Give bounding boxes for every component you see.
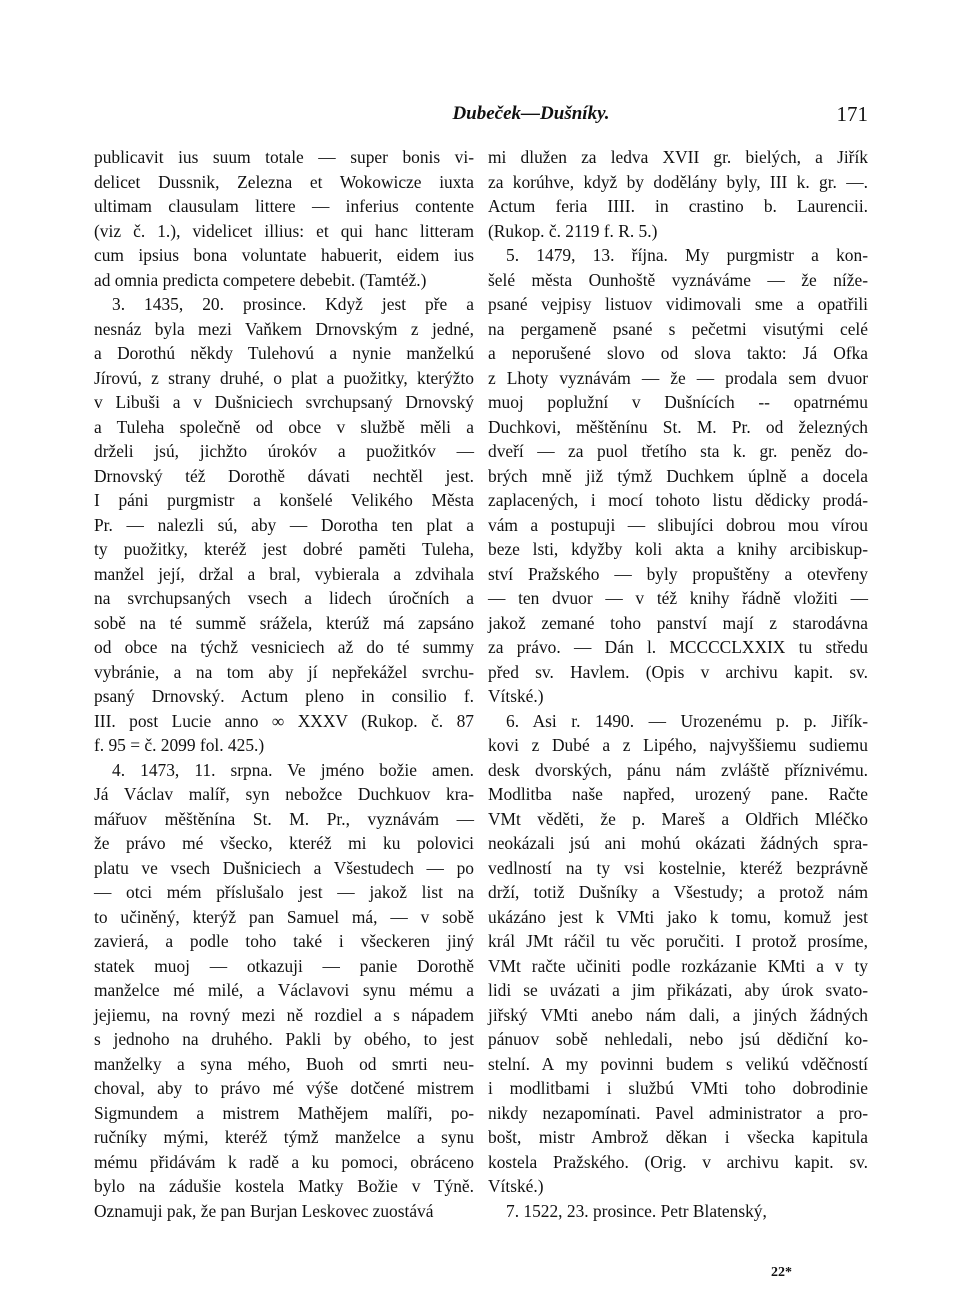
text-line: Jírovú, z strany druhé, o plat a puožitky, kterýžto (94, 367, 474, 388)
left-column (94, 145, 474, 1223)
text-line: VMt račte učiniti podle rozkázanie KMti a v ty (488, 955, 868, 976)
text-line: — ten dvuor — v též knihy řádně vložiti — (488, 588, 868, 608)
text-line: za právo. — Dán l. MCCCCLXXIX tu středu (488, 637, 868, 657)
page-header (94, 101, 868, 127)
text-line: zaplacených, i mocí tohoto listu dědicky prodá- (488, 490, 868, 510)
text-line: jakož zemané toho panství mají z starodávna (488, 612, 868, 633)
right-column (488, 145, 868, 1223)
text-line: stelní. A my povinni budem s velikú vděčností (488, 1053, 868, 1074)
text-line: a Tuleha společně od obce v službě měli a (94, 416, 474, 437)
text-line: — otci mém příslušalo jest — jakož list na (94, 882, 474, 902)
text-line: zavierá, a podle toho také i všeckeren jiný (94, 931, 474, 951)
text-line: 5. 1479, 13. října. My purgmistr a kon- (506, 245, 868, 265)
text-line: na svrchupsaných vsech a lidech úročních a (94, 588, 474, 608)
text-line: šelé města Ounhoště vyznáváme — že níže- (488, 269, 868, 290)
text-line: statek muoj — otkazuji — panie Dorothě (94, 955, 474, 976)
text-line: manžel její, držal a bral, vybierala a zdvihala (94, 563, 474, 584)
text-line: ad omnia predicta competere debebit. (Tamtéž.) (94, 269, 427, 290)
text-line: na pergameně psané s pečetmi visutými celé (488, 318, 868, 339)
text-line: choval, aby to právo mé výše dotčené mistrem (94, 1078, 474, 1098)
text-line: cum ipsius bona voluntate habuerit, eidem ius (94, 245, 474, 265)
text-line: lidi se uvázati a jim přikázati, aby úrok svato- (488, 980, 868, 1000)
text-line: mářuov měštěnína St. M. Pr., vyznávám — (94, 808, 474, 829)
text-line: z Lhoty vyznávám — že — prodala sem dvuor (488, 367, 868, 388)
text-line: s jednoho na druhého. Pakli by obého, to jest (94, 1029, 474, 1049)
text-line: Já Václav malíř, syn nebožce Duchkuov kra- (94, 784, 474, 804)
text-line: VMt věděti, že p. Mareš a Oldřich Mléčko (488, 808, 868, 829)
text-line: psané vejpisy listuov vidimovali sme a opatřili (488, 294, 868, 314)
text-line: neokázali jsú ani mohú okázati žádných spra- (488, 833, 868, 853)
text-line: Sigmundem a mistrem Mathějem malíři, po- (94, 1102, 474, 1123)
text-line: (viz č. 1.), videlicet illius: et qui hanc litteram (94, 220, 474, 241)
text-line: vám a postupuji — slibujíci dobrou mou vírou (488, 514, 868, 535)
text-line: manželky a syna mého, Buoh od smrti neu- (94, 1053, 474, 1074)
text-line: mi dlužen za ledva XVII gr. bielých, a Jiřík (488, 147, 868, 167)
text-line: nikdy nezapomínati. Pavel administrator a pro- (488, 1102, 868, 1123)
text-line: publicavit ius suum totale — super bonis vi- (94, 147, 474, 167)
text-line: drželi jsú, jichžto úrokóv a puožitkóv — (94, 441, 474, 461)
text-line: desk dvorských, pánu nám zvláště příznivému. (488, 759, 868, 780)
text-line: 3. 1435, 20. prosince. Když jest pře a (112, 294, 474, 314)
page-number: 171 (836, 102, 868, 126)
text-line: Oznamuji pak, že pan Burjan Leskovec zuostává (94, 1200, 434, 1221)
text-line: od obce na týchž vesniciech až do té summy (94, 637, 474, 657)
text-line: brých mně již týmž Duchkem úplně a docela (488, 465, 868, 486)
text-line: bylo na zádušie kostela Matky Božie v Týně. (94, 1176, 474, 1196)
text-line: a Dorothú někdy Tulehovú a nynie manželkú (94, 343, 474, 363)
text-line: manželce mé milé, a Václavovi synu mému a (94, 980, 474, 1000)
text-line: kostela Pražského. (Orig. v archivu kapit. sv. (488, 1151, 868, 1172)
text-line: dveří — za puol třetího sta k. gr. peněz do- (488, 441, 868, 461)
text-line: že právo mé všecko, kteréž mi ku polovici (94, 833, 474, 853)
text-line: za korúhve, když by dodělány byly, III k. gr. —. (488, 171, 868, 192)
text-line: Vítské.) (488, 686, 544, 706)
text-line: i modlitbami i službú VMti toho dobrodinie (488, 1078, 868, 1098)
text-line: psaný Drnovský. Actum pleno in consilio f. (94, 686, 474, 706)
text-line: v Libuši a v Dušniciech svrchupsaný Drnovský (94, 392, 474, 412)
text-line: ručníky mými, kteréž týmž manželce a synu (94, 1127, 474, 1147)
text-line: král JMt ráčil tu věc poručiti. I protož prosíme, (488, 931, 868, 951)
text-line: mému přidávám k radě a ku pomoci, obráceno (94, 1151, 474, 1172)
text-line: Pr. — nalezli sú, aby — Dorotha ten plat a (94, 514, 474, 535)
text-line: delicet Dussnik, Zelezna et Wokowicze iuxta (94, 171, 474, 192)
text-line: ty puožitky, kteréž jest dobré paměti Tuleha, (94, 539, 474, 559)
text-line: Duchkovi, měštěnínu St. M. Pr. od železných (488, 416, 868, 437)
text-line: Actum feria IIII. in crastino b. Laurencii. (488, 196, 868, 216)
text-line: (Rukop. č. 2119 f. R. 5.) (488, 220, 658, 241)
text-line: vedlností na ty vsi kostelnie, kteréž bezprávně (488, 857, 868, 878)
text-line: pánuov sobě nehledali, nebo jsú dědiční ko- (488, 1029, 868, 1049)
text-line: I páni purgmistr a konšelé Velikého Města (94, 490, 474, 510)
text-line: ukázáno jest k VMti jako k tomu, komuž jest (488, 906, 868, 927)
text-line: kovi z Dubé a z Lipého, najvyššiemu sudiemu (488, 735, 868, 755)
text-line: to učiněný, kterýž pan Samuel má, — v sobě (94, 906, 474, 927)
text-line: f. 95 = č. 2099 fol. 425.) (94, 735, 265, 755)
text-line: nesnáz byla mezi Vaňkem Drnovským z jedné, (94, 318, 474, 339)
text-line: 6. Asi r. 1490. — Urozenému p. p. Jiřík- (506, 710, 868, 731)
text-line: sobě na té summě srážela, kterúž má zapsáno (94, 612, 474, 633)
text-line: jiřský VMti anebo nám dali, a jiných žádných (488, 1004, 868, 1025)
text-line: Drnovský též Dorothě dávati nechtěl jest. (94, 465, 474, 486)
text-line: vybránie, a na tom aby jí nepřekážel svrchu- (94, 661, 474, 682)
text-line: ultimam clausulam littere — inferius contente (94, 196, 474, 216)
text-line: drží, totiž Dušníky a Všestudy; a protož nám (488, 882, 868, 902)
text-line: ství Pražského — byly propuštěny a otevřeny (488, 563, 868, 584)
text-line: Vítské.) (488, 1176, 544, 1196)
text-line: jejiemu, na rovný mezi ně rozdiel a s nápadem (94, 1004, 474, 1025)
text-line: Modlitba naše napřed, urozený pane. Račte (488, 784, 868, 804)
text-line: 4. 1473, 11. srpna. Ve jméno božie amen. (112, 759, 474, 780)
text-line: platu ve vsech Dušniciech a Všestudech — po (94, 857, 474, 878)
text-line: a neporušené slovo od slova takto: Já Ofka (488, 343, 868, 363)
text-line: muoj poplužní v Dušnících -- opatrnému (488, 392, 868, 412)
signature-mark: 22* (771, 1265, 792, 1280)
text-line: bošt, mistr Ambrož děkan i všecka kapitula (488, 1127, 868, 1147)
text-line: III. post Lucie anno ∞ XXXV (Rukop. č. 87 (94, 710, 474, 731)
text-line: před sv. Havlem. (Opis v archivu kapit. sv. (488, 661, 868, 682)
text-line: 7. 1522, 23. prosince. Petr Blatenský, (506, 1200, 767, 1221)
text-line: beze lsti, kdyžby koli akta a knihy arcibiskup- (488, 539, 868, 559)
running-title: Dubeček—Dušníky. (452, 103, 610, 124)
